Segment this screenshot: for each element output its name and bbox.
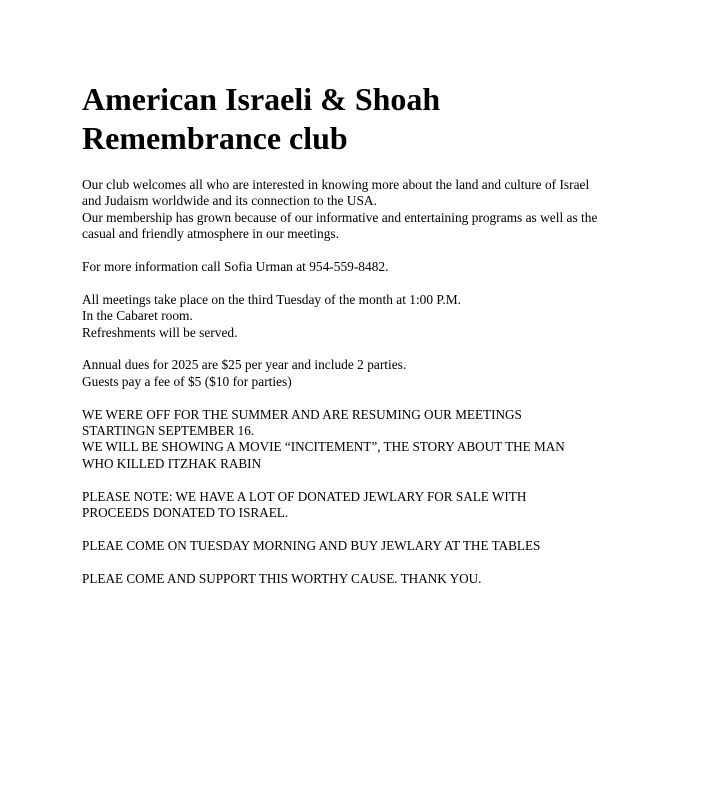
intro-line: casual and friendly atmosphere in our meetings. <box>82 226 339 242</box>
closing-line: PLEAE COME AND SUPPORT THIS WORTHY CAUSE. THANK YOU. <box>82 570 482 586</box>
announcement-paragraph <box>82 407 642 473</box>
intro-line: Our club welcomes all who are interested in knowing more about the land and culture of Israel <box>82 177 590 192</box>
meetings-line: In the Cabaret room. <box>82 308 193 324</box>
dues-paragraph <box>82 357 642 390</box>
document-body <box>82 177 642 587</box>
title-line: Remembrance club <box>82 120 348 156</box>
meetings-paragraph <box>82 292 642 341</box>
note-line: PLEASE NOTE: WE HAVE A LOT OF DONATED JEWLARY FOR SALE WITH <box>82 488 527 504</box>
document-page <box>82 80 642 587</box>
intro-line: Our membership has grown because of our informative and entertaining programs as well as the <box>82 209 598 225</box>
note-paragraph <box>82 489 642 522</box>
page-title <box>82 80 642 158</box>
contact-line: For more information call Sofia Urman at 954-559-8482. <box>82 259 389 275</box>
announcement-line: STARTINGN SEPTEMBER 16. <box>82 423 255 439</box>
meetings-line: Refreshments will be served. <box>82 324 238 340</box>
intro-paragraph <box>82 177 642 243</box>
dues-line: Guests pay a fee of $5 ($10 for parties) <box>82 373 292 389</box>
tuesday-line: PLEAE COME ON TUESDAY MORNING AND BUY JEWLARY AT THE TABLES <box>82 537 541 553</box>
closing-paragraph <box>82 571 642 587</box>
announcement-line: WE WILL BE SHOWING A MOVIE “INCITEMENT”, THE STORY ABOUT THE MAN <box>82 439 565 455</box>
note-line: PROCEEDS DONATED TO ISRAEL. <box>82 505 289 521</box>
meetings-line: All meetings take place on the third Tuesday of the month at 1:00 P.M. <box>82 291 461 307</box>
intro-line: and Judaism worldwide and its connection to the USA. <box>82 193 377 209</box>
tuesday-paragraph <box>82 538 642 554</box>
announcement-line: WE WERE OFF FOR THE SUMMER AND ARE RESUMING OUR MEETINGS <box>82 406 522 422</box>
title-line: American Israeli & Shoah <box>82 81 441 117</box>
contact-paragraph <box>82 259 642 275</box>
dues-line: Annual dues for 2025 are $25 per year and include 2 parties. <box>82 357 407 373</box>
announcement-line: WHO KILLED ITZHAK RABIN <box>82 455 262 471</box>
